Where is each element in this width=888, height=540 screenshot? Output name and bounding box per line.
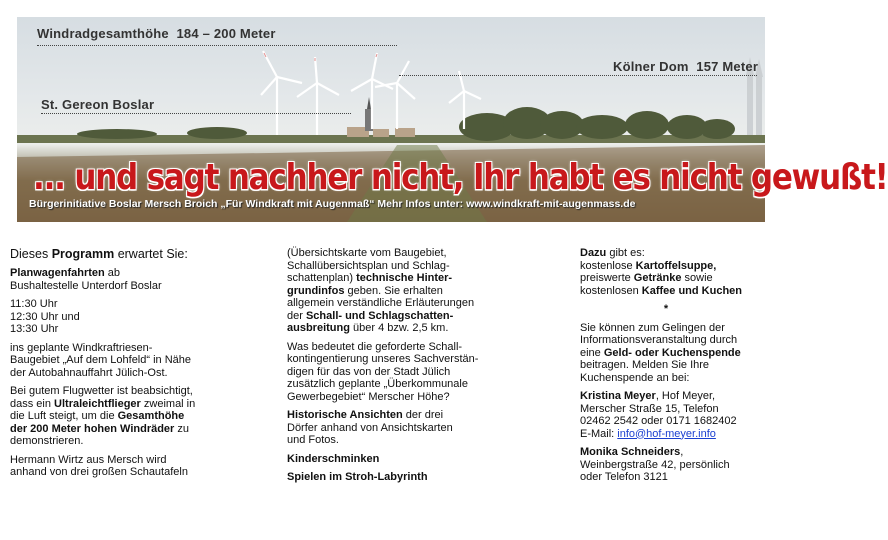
initiative-subline: Bürgerinitiative Boslar Mersch Broich „Für Windkraft mit Augenmaß“ Mehr Infos unter: www.windkraft-mit-augenmass.de — [29, 198, 636, 210]
noise-quota-question: Was bedeutet die geforderte Schall- kontingentierung unseres Sachverstän- digen für das von der Stadt Jülich zusätzlich geplante „Überkommunale Gewerbegebiet“ Merscher Höhe? — [287, 340, 479, 403]
headline: ... und sagt nachher nicht, Ihr habt es nicht gewußt! — [33, 157, 888, 199]
email-link[interactable]: info@hof-meyer.info — [617, 427, 716, 440]
wagon-times: 11:30 Uhr 12:30 Uhr und 13:30 Uhr — [10, 298, 80, 335]
face-painting: Kinderschminken — [287, 452, 380, 465]
hermann-wirtz: Hermann Wirtz aus Mersch wird anhand von drei großen Schautafeln — [10, 453, 188, 478]
church-label: St. Gereon Boslar — [41, 97, 155, 112]
straw-labyrinth: Spielen im Stroh-Labyrinth — [287, 471, 428, 483]
ultralight-flight: Bei gutem Flugwetter ist beabsichtigt, dass ein Ultraleichtflieger zweimal in die Luft steigt, um die Gesamthöhe der 200 Meter hohen Windräder zu demonstrieren. — [10, 385, 196, 447]
historic-views: Historische Ansichten der drei Dörfer anhand von Ansichtskarten und Fotos. — [287, 409, 453, 446]
separator-star: * — [663, 303, 669, 315]
cathedral-height-line — [399, 75, 757, 76]
church-height-line — [41, 113, 351, 114]
wagon-rides: Planwagenfahrten ab Bushaltestelle Unterdorf Boslar — [10, 267, 162, 292]
contact-kristina-meyer: Kristina Meyer, Hof Meyer, Merscher Straße 15, Telefon 02462 2542 oder 0171 1682402 E-Mail: info@hof-meyer.info — [580, 390, 737, 440]
total-height-line — [37, 45, 397, 46]
program-column-3 — [580, 247, 770, 490]
technical-info: (Übersichtskarte vom Baugebiet, Schallübersichtsplan und Schlag- schattenplan) technische Hinter- grundinfos geben. Sie erhalten allgemein verständliche Erläuterungen der Schall- und Schlagschatten- ausbreitung über 4 bzw. 2,5 km. — [287, 247, 475, 334]
program-column-2 — [287, 247, 512, 490]
banner-photo — [17, 17, 888, 222]
program-intro: Dieses Programm erwartet Sie: — [10, 247, 188, 261]
total-height-label: Windradgesamthöhe 184 – 200 Meter — [37, 26, 276, 41]
donation-call: Sie können zum Gelingen der Informationsveranstaltung durch eine Geld- oder Kuchenspende beitragen. Melden Sie Ihre Kuchenspende an bei: — [580, 321, 741, 384]
cologne-cathedral-label: Kölner Dom 157 Meter — [613, 59, 759, 74]
catering-offer: Dazu gibt es: kostenlose Kartoffelsuppe, preiswerte Getränke sowie kostenlosen Kaffee und Kuchen — [580, 247, 742, 297]
construction-site: ins geplante Windkraftriesen- Baugebiet „Auf dem Lohfeld“ in Nähe der Autobahnauffahrt Jülich-Ost. — [10, 341, 192, 379]
program-column-1 — [10, 247, 255, 485]
contact-monika-schneiders: Monika Schneiders, Weinbergstraße 42, persönlich oder Telefon 3121 — [580, 446, 730, 483]
